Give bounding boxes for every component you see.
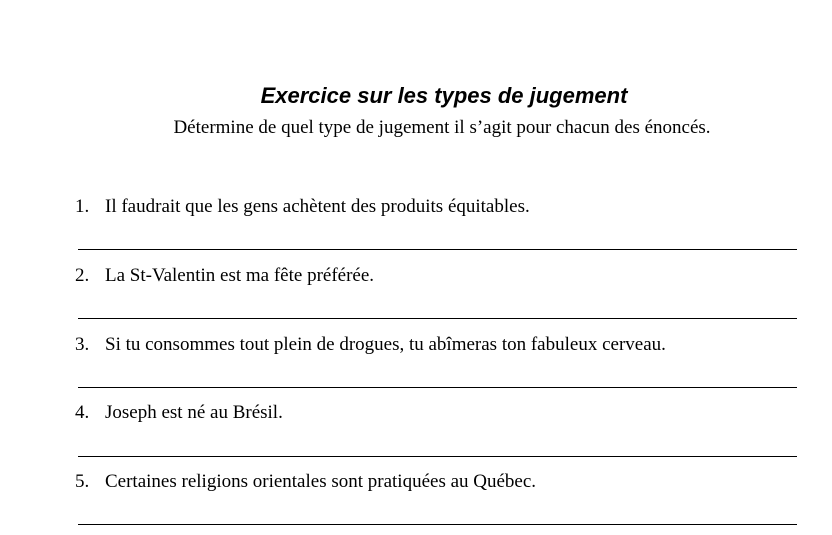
question-number: 5. — [75, 471, 90, 492]
page-title: Exercice sur les types de jugement — [260, 83, 628, 108]
question-text: Joseph est né au Brésil. — [105, 402, 283, 423]
question-text: Si tu consommes tout plein de drogues, tu abîmeras ton fabuleux cerveau. — [105, 334, 666, 355]
instructions: Détermine de quel type de jugement il s’agit pour chacun des énoncés. — [173, 117, 711, 138]
question-number: 1. — [75, 196, 90, 217]
question-number: 2. — [75, 265, 90, 286]
answer-line[interactable] — [78, 318, 797, 319]
question-text: Certaines religions orientales sont pratiquées au Québec. — [105, 471, 537, 492]
answer-line[interactable] — [78, 249, 797, 250]
answer-line[interactable] — [78, 524, 797, 525]
question-number: 3. — [75, 334, 90, 355]
question-text: Il faudrait que les gens achètent des produits équitables. — [105, 196, 530, 217]
question-number: 4. — [75, 402, 90, 423]
answer-line[interactable] — [78, 387, 797, 388]
answer-line[interactable] — [78, 456, 797, 457]
question-text: La St-Valentin est ma fête préférée. — [105, 265, 375, 286]
